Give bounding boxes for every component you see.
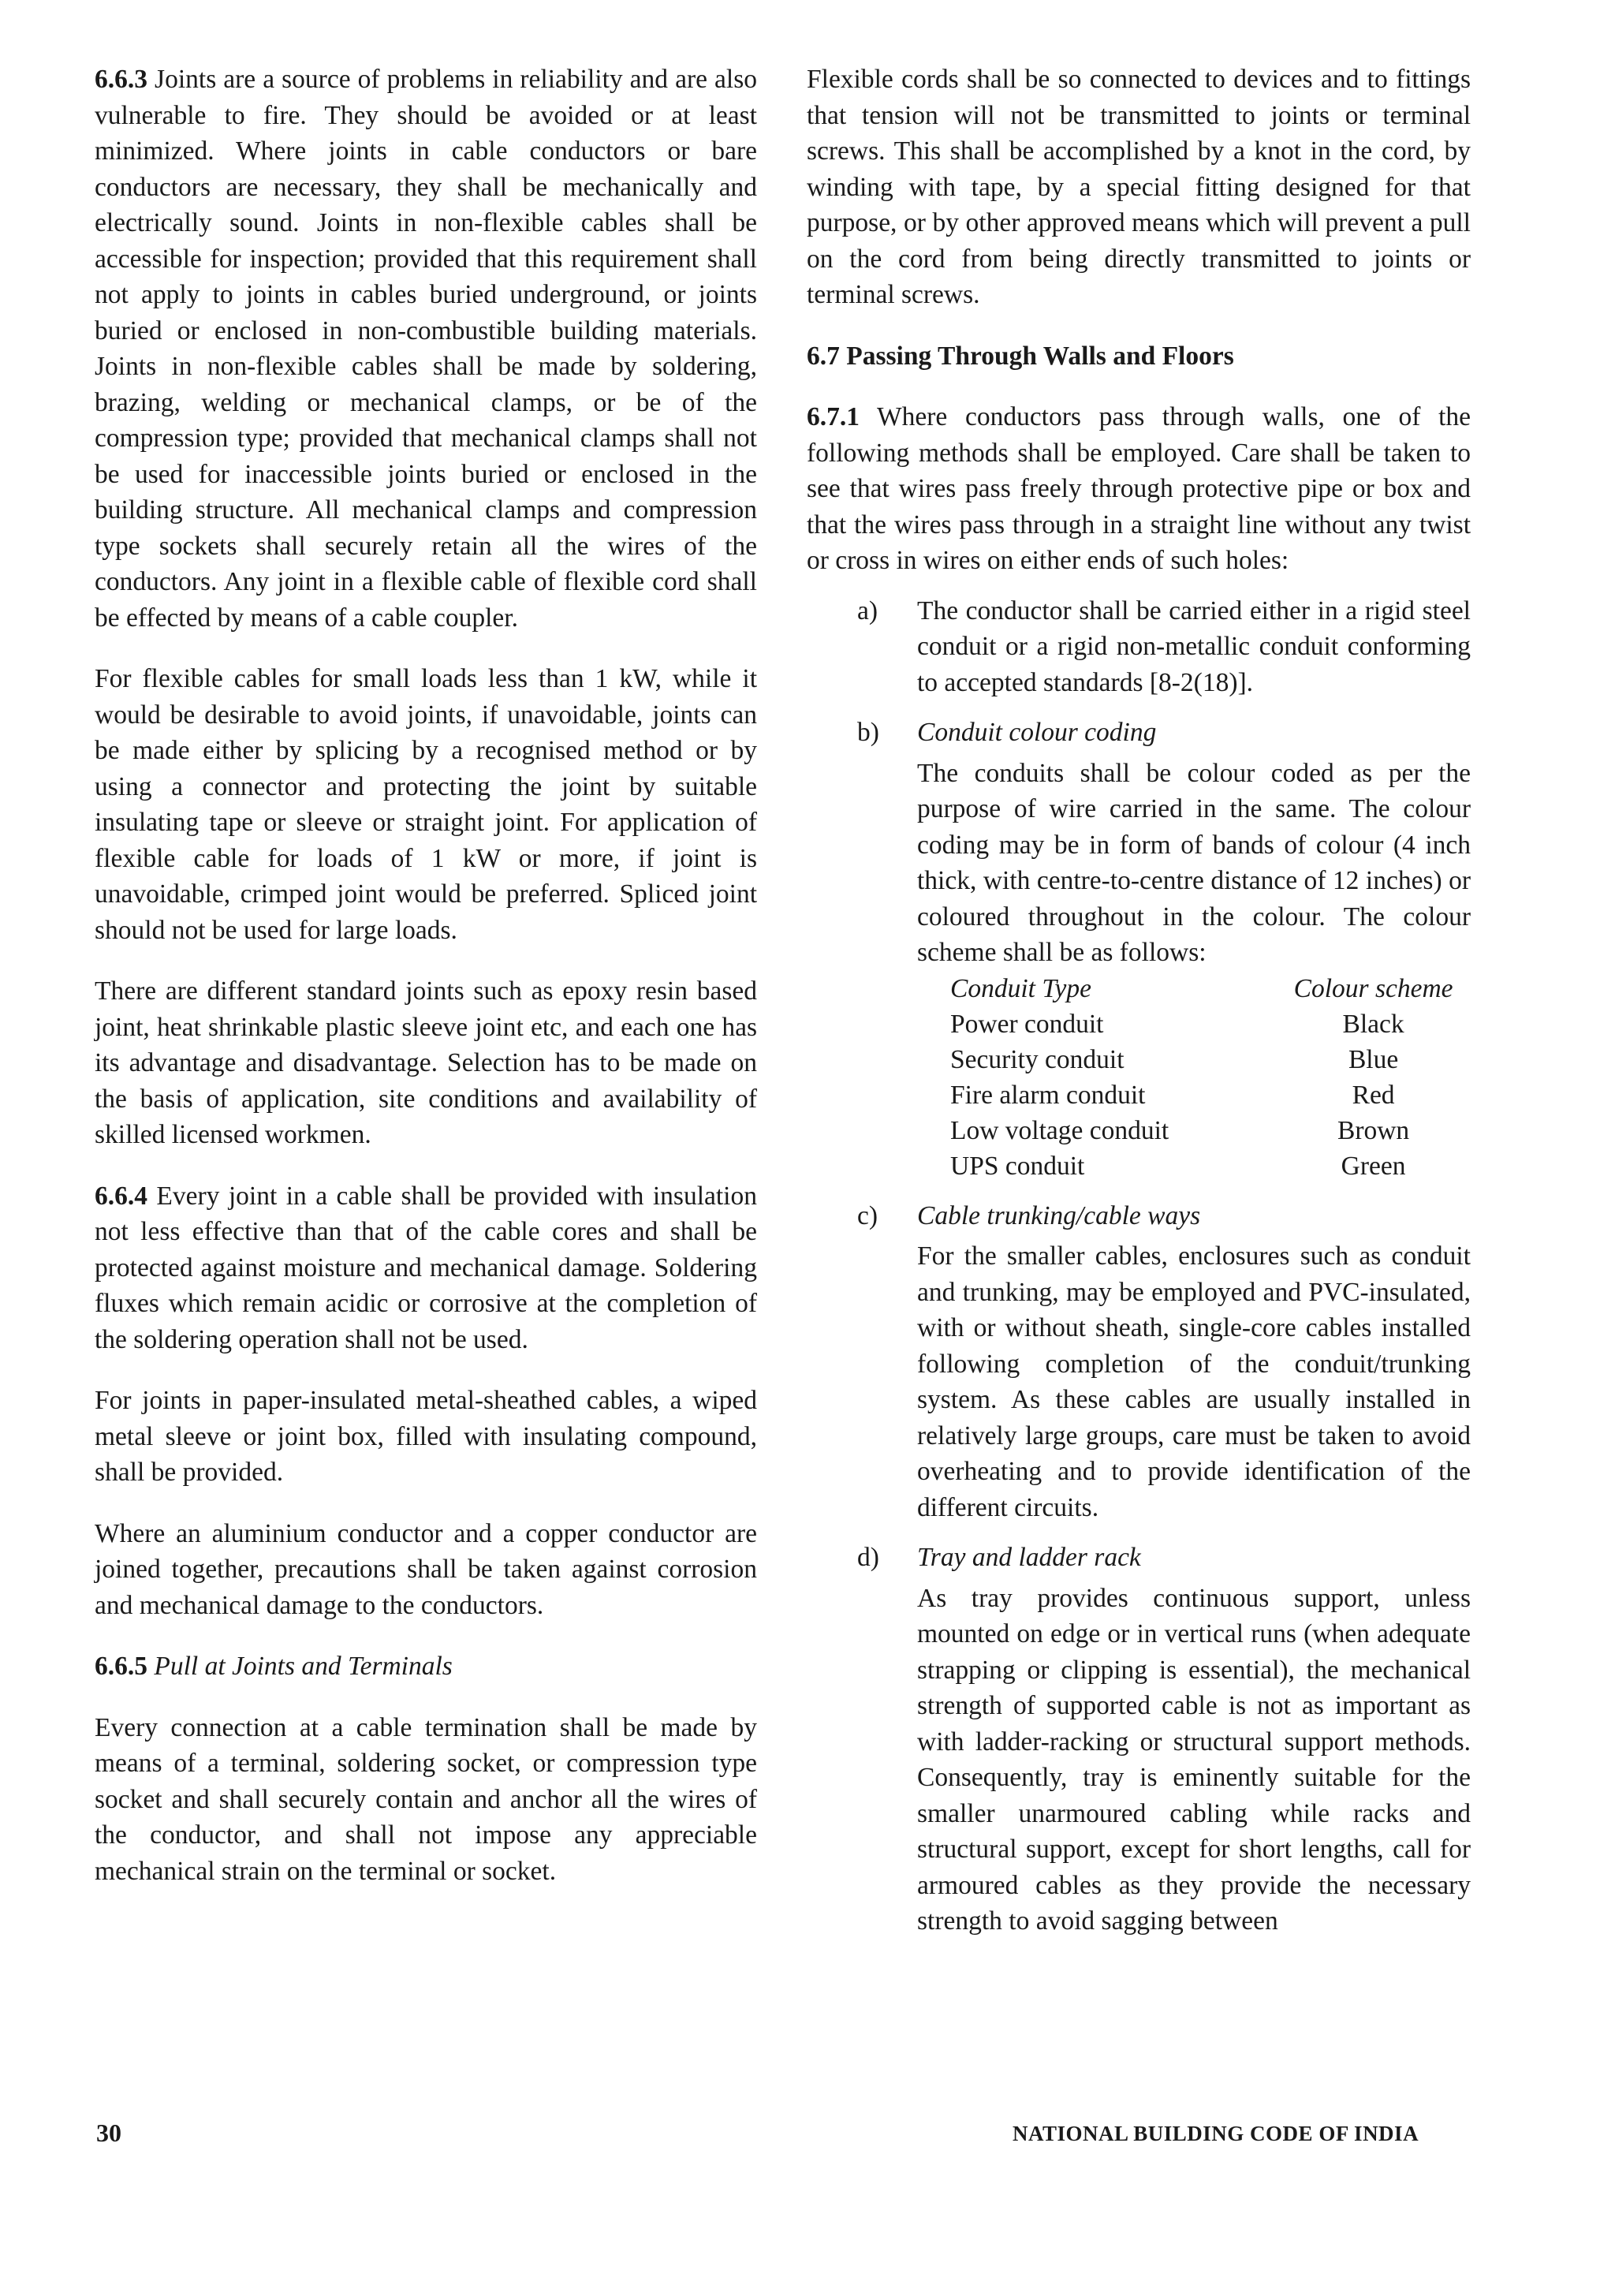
- left-column: [95, 62, 757, 1914]
- table-row: [950, 1148, 1471, 1184]
- section-6-7-heading: 6.7 Passing Through Walls and Floors: [807, 341, 1234, 371]
- paragraph-flexible-cords: Flexible cords shall be so connected to devices and to fittings that tension will not be transmitted to joints or terminal screws. This shall be accomplished by a knot in the cord, by winding with tape, by a special fitting designed for that purpose, or by other approved means which will prevent a pull on the cord from being directly transmitted to joints or terminal screws.: [807, 65, 1471, 309]
- colour-cell: Red: [1352, 1080, 1395, 1110]
- item-text: The conductor shall be carried either in a rigid steel conduit or a rigid non-metallic conduit conforming to accepted standards [8-2(18)].: [917, 595, 1471, 697]
- conduit-type-cell: Security conduit: [950, 1044, 1125, 1074]
- list-item-d: [807, 1540, 1471, 1939]
- paragraph-cable-termination: Every connection at a cable termination shall be made by means of a terminal, soldering socket, or compression type socket and shall securely contain and anchor all the wires of the conductor, and shall not impose any appreciable mechanical strain on the terminal or socket.: [95, 1712, 757, 1886]
- conduit-type-cell: Fire alarm conduit: [950, 1080, 1146, 1110]
- section-number: 6.7.1: [807, 402, 860, 431]
- colour-cell: Blue: [1348, 1044, 1399, 1074]
- item-label: a): [857, 595, 878, 625]
- list-item-a: [807, 593, 1471, 701]
- item-label: b): [857, 718, 879, 747]
- list-item-c: [807, 1198, 1471, 1526]
- item-label: c): [857, 1200, 878, 1230]
- item-title: Cable trunking/cable ways: [917, 1200, 1201, 1230]
- section-6-6-4: [95, 1178, 757, 1358]
- table-row: [950, 1113, 1471, 1148]
- section-text: Where conductors pass through walls, one of the following methods shall be employed. Care shall be taken to see that wires pass freely through protective pipe or box and that the wires pass through in a straight line without any twist or cross in wires on either ends of such holes:: [807, 402, 1471, 575]
- list-item-b: [807, 715, 1471, 1184]
- section-text: Every joint in a cable shall be provided with insulation not less effective than that of the cable cores and shall be protected against moisture and mechanical damage. Soldering fluxes which remain acidic or corrosive at the completion of the soldering operation shall not be used.: [95, 1181, 757, 1354]
- right-column: [807, 62, 1471, 1954]
- paragraph-paper-insulated: For joints in paper-insulated metal-sheathed cables, a wiped metal sleeve or joint box, filled with insulating compound, shall be provided.: [95, 1386, 757, 1487]
- colour-cell: Green: [1341, 1151, 1406, 1181]
- table-header-row: [950, 971, 1471, 1006]
- table-row: [950, 1042, 1471, 1077]
- section-6-6-5-heading: [95, 1648, 757, 1685]
- colour-cell: Black: [1342, 1009, 1404, 1039]
- section-number: 6.6.4: [95, 1181, 147, 1211]
- header-colour-scheme: Colour scheme: [1293, 973, 1453, 1003]
- table-row: [950, 1077, 1471, 1113]
- section-6-6-3: [95, 62, 757, 636]
- paragraph-standard-joints: There are different standard joints such as epoxy resin based joint, heat shrinkable plastic sleeve joint etc, and each one has its advantage and disadvantage. Selection has to be made on the basis of application, site conditions and availability of skilled licensed workmen.: [95, 976, 757, 1149]
- conduit-type-cell: Power conduit: [950, 1009, 1104, 1039]
- section-text: Joints are a source of problems in reliability and are also vulnerable to fire. They should be avoided or at least minimized. Where joints in cable conductors or bare conductors are necessary, they shall be mechanically and electrically sound. Joints in non-flexible cables shall be accessible for inspection; provided that this requirement shall not apply to joints in cables buried underground, or joints buried or enclosed in non-combustible building materials. Joints in non-flexible cables shall be made by soldering, brazing, welding or mechanical clamps, or be of the compression type; provided that mechanical clamps shall not be used for inaccessible joints buried or enclosed in the building structure. All mechanical clamps and compression type sockets shall securely retain all the wires of the conductors. Any joint in a flexible cable of flexible cord shall be effected by means of a cable coupler.: [95, 65, 757, 633]
- paragraph-flexible-cables: For flexible cables for small loads less than 1 kW, while it would be desirable to avoid joints, if unavoidable, joints can be made either by splicing by a recognised method or by using a connector and protecting the joint by suitable insulating tape or sleeve or straight joint. For application of flexible cable for loads of 1 kW or more, if joint is unavoidable, crimped joint would be preferred. Spliced joint should not be used for large loads.: [95, 664, 757, 945]
- conduit-type-cell: Low voltage conduit: [950, 1115, 1169, 1145]
- section-number: 6.6.5: [95, 1652, 147, 1681]
- item-title: Tray and ladder rack: [917, 1543, 1141, 1572]
- page-number: 30: [96, 2119, 121, 2147]
- conduit-type-cell: UPS conduit: [950, 1151, 1085, 1181]
- item-label: d): [857, 1543, 879, 1572]
- section-number: 6.6.3: [95, 65, 147, 94]
- section-6-7-1: [807, 399, 1471, 579]
- item-title: Conduit colour coding: [917, 718, 1157, 747]
- paragraph-aluminium-copper: Where an aluminium conductor and a copper conductor are joined together, precautions shall be taken against corrosion and mechanical damage to the conductors.: [95, 1518, 757, 1620]
- table-row: [950, 1006, 1471, 1042]
- publication-title: NATIONAL BUILDING CODE OF INDIA: [1013, 2122, 1419, 2145]
- colour-cell: Brown: [1337, 1115, 1410, 1145]
- item-text: For the smaller cables, enclosures such as conduit and trunking, may be employed and PVC-insulated, with or without sheath, single-core cables installed following completion of the conduit/trunking system. As these cables are usually installed in relatively large groups, care must be taken to avoid overheating and to provide identification of the different circuits.: [917, 1241, 1471, 1522]
- item-text: The conduits shall be colour coded as per the purpose of wire carried in the same. The colour coding may be in form of bands of colour (4 inch thick, with centre-to-centre distance of 12 inches) or coloured throughout in the colour. The colour scheme shall be as follows:: [917, 758, 1471, 967]
- item-text: As tray provides continuous support, unless mounted on edge or in vertical runs (when adequate strapping or clipping is essential), the mechanical strength of supported cable is not as important as with ladder-racking or structural support methods. Consequently, tray is eminently suitable for the smaller unarmoured cabling while racks and structural support, except for short lengths, call for armoured cables as they provide the necessary strength to avoid sagging between: [917, 1583, 1471, 1936]
- colour-scheme-table: [950, 971, 1471, 1184]
- section-title: Pull at Joints and Terminals: [154, 1652, 453, 1681]
- header-conduit-type: Conduit Type: [950, 973, 1091, 1003]
